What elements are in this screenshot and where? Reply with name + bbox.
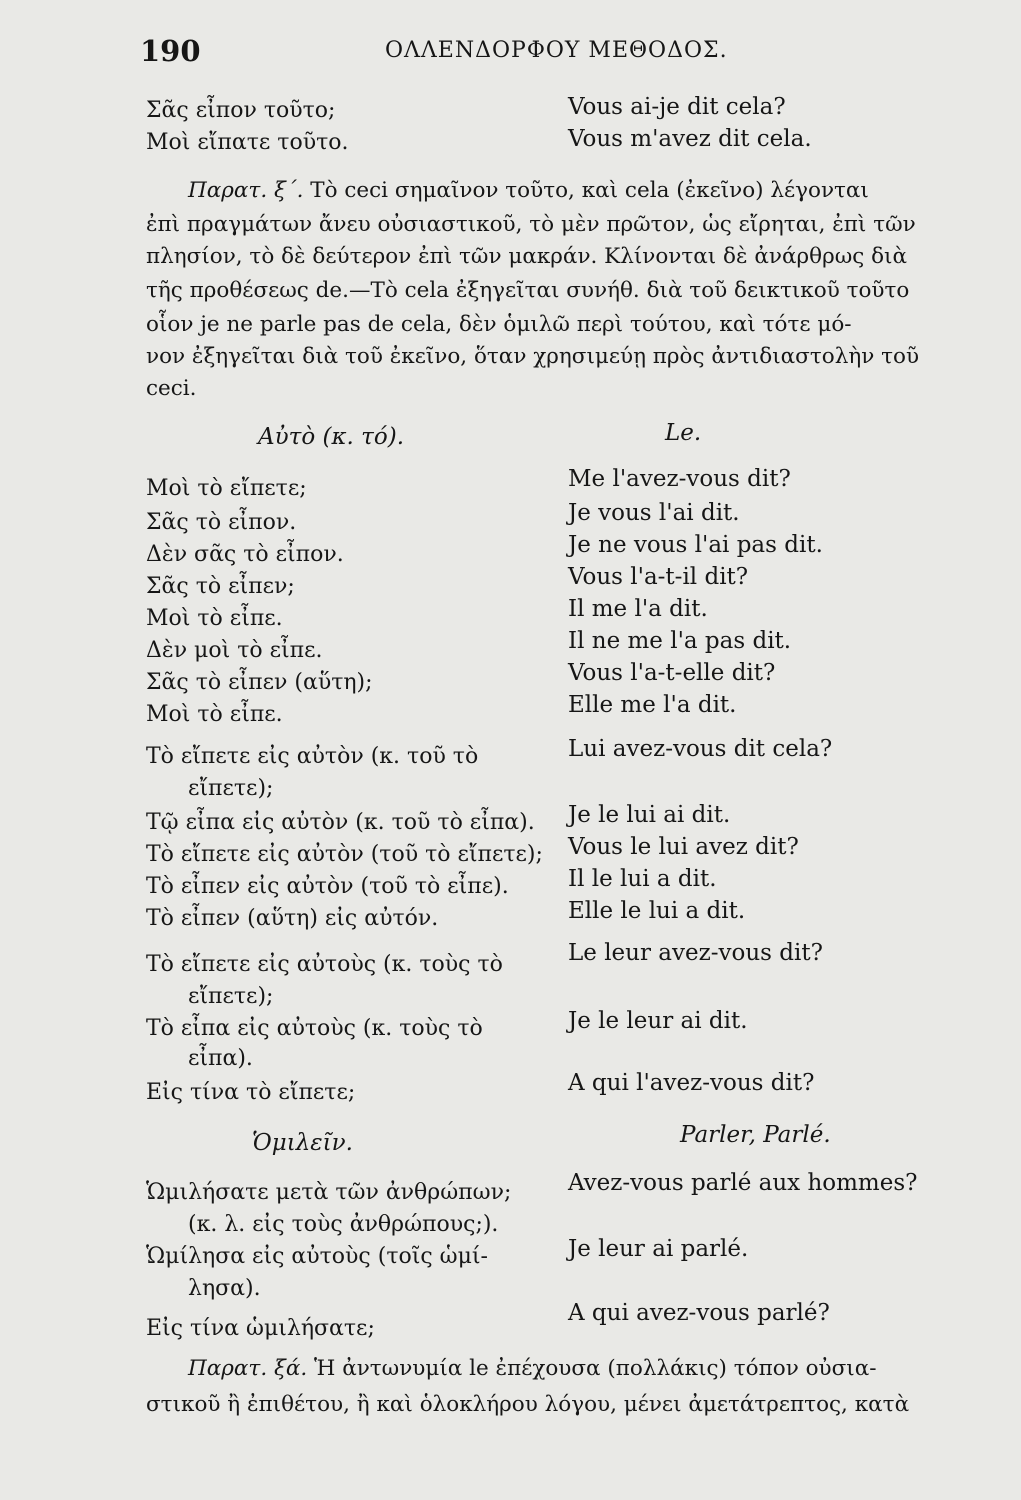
note-paragraph-line: Παρατ. ξά. Ἡ ἀντωνυμία le ἐπέχουσα (πολλάκις) τόπον οὐσια- (188, 1356, 877, 1381)
greek-sentence: Ὡμίλησα εἰς αὐτοὺς (τοῖς ὡμί- (146, 1244, 488, 1269)
section-heading-greek: Ὁμιλεῖν. (252, 1130, 353, 1156)
greek-sentence: Μοὶ τὸ εἴπετε; (146, 476, 307, 501)
greek-sentence-continuation: λησα). (188, 1276, 261, 1301)
greek-sentence: Μοὶ τὸ εἶπε. (146, 702, 283, 727)
note-label: Παρατ. ξά. (188, 1356, 308, 1381)
french-sentence: Je leur ai parlé. (568, 1236, 749, 1262)
note-paragraph-line: ceci. (146, 376, 197, 401)
french-sentence: Je ne vous l'ai pas dit. (568, 532, 823, 558)
greek-sentence: Ὡμιλήσατε μετὰ τῶν ἀνθρώπων; (146, 1180, 512, 1205)
french-sentence: A qui l'avez-vous dit? (568, 1070, 815, 1096)
note-paragraph-line: Παρατ. ξ΄. Τὸ ceci σημαῖνον τοῦτο, καὶ cela (ἐκεῖνο) λέγονται (188, 178, 869, 203)
greek-sentence-continuation: εἴπετε); (188, 984, 274, 1009)
note-paragraph-line: νον ἐξηγεῖται διὰ τοῦ ἐκεῖνο, ὅταν χρησιμεύῃ πρὸς ἀντιδιαστολὴν τοῦ (146, 344, 920, 369)
french-sentence: Me l'avez-vous dit? (568, 466, 791, 492)
section-heading-french: Parler, Parlé. (680, 1122, 831, 1148)
greek-sentence: Τὸ εἶπεν (αὕτη) εἰς αὐτόν. (146, 906, 439, 931)
running-title: ΟΛΛΕΝΔΟΡΦΟΥ ΜΕΘΟΔΟΣ. (385, 38, 728, 63)
greek-sentence: Δὲν μοὶ τὸ εἶπε. (146, 638, 323, 663)
greek-sentence: Μοὶ εἴπατε τοῦτο. (146, 130, 349, 155)
french-sentence: Il ne me l'a pas dit. (568, 628, 792, 654)
note-paragraph-line: πλησίον, τὸ δὲ δεύτερον ἐπὶ τῶν μακράν. Κλίνονται δὲ ἀνάρθρως διὰ (146, 244, 908, 269)
french-sentence: Avez-vous parlé aux hommes? (568, 1170, 918, 1196)
french-sentence: Vous le lui avez dit? (568, 834, 799, 860)
greek-sentence: Τὸ εἴπετε εἰς αὐτὸν (κ. τοῦ τὸ (146, 744, 479, 769)
greek-sentence: Εἰς τίνα ὡμιλήσατε; (146, 1316, 375, 1341)
greek-sentence: Σᾶς τὸ εἶπεν; (146, 574, 295, 599)
greek-sentence: Τὸ εἶπα εἰς αὐτοὺς (κ. τοὺς τὸ (146, 1016, 483, 1041)
french-sentence: Il me l'a dit. (568, 596, 708, 622)
greek-sentence: Εἰς τίνα τὸ εἴπετε; (146, 1080, 356, 1105)
greek-sentence: Τὸ εἴπετε εἰς αὐτὸν (τοῦ τὸ εἴπετε); (146, 842, 543, 867)
french-sentence: Vous ai-je dit cela? (568, 94, 786, 120)
greek-sentence: Σᾶς τὸ εἶπον. (146, 510, 297, 535)
greek-sentence: Τῷ εἶπα εἰς αὐτὸν (κ. τοῦ τὸ εἶπα). (146, 810, 535, 835)
section-heading-french: Le. (665, 420, 702, 446)
french-sentence: Vous l'a-t-elle dit? (568, 660, 776, 686)
french-sentence: A qui avez-vous parlé? (568, 1300, 830, 1326)
french-sentence: Vous l'a-t-il dit? (568, 564, 749, 590)
french-sentence: Il le lui a dit. (568, 866, 717, 892)
french-sentence: Lui avez-vous dit cela? (568, 736, 833, 762)
greek-sentence: Σᾶς τὸ εἶπεν (αὕτη); (146, 670, 373, 695)
note-paragraph-line: στικοῦ ἢ ἐπιθέτου, ἢ καὶ ὁλοκλήρου λόγου, μένει ἀμετάτρεπτος, κατὰ (146, 1392, 910, 1417)
greek-sentence: Σᾶς εἶπον τοῦτο; (146, 98, 336, 123)
page-header (140, 34, 1000, 74)
french-sentence: Vous m'avez dit cela. (568, 126, 812, 152)
french-sentence: Je vous l'ai dit. (568, 500, 740, 526)
greek-sentence-continuation: εἴπετε); (188, 776, 274, 801)
french-sentence: Je le lui ai dit. (568, 802, 731, 828)
greek-sentence-continuation: εἶπα). (188, 1046, 253, 1071)
greek-sentence: Τὸ εἶπεν εἰς αὐτὸν (τοῦ τὸ εἶπε). (146, 874, 509, 899)
greek-sentence: Τὸ εἴπετε εἰς αὐτοὺς (κ. τοὺς τὸ (146, 952, 503, 977)
french-sentence: Elle le lui a dit. (568, 898, 746, 924)
french-sentence: Je le leur ai dit. (568, 1008, 748, 1034)
greek-sentence: Μοὶ τὸ εἶπε. (146, 606, 283, 631)
note-paragraph-line: ἐπὶ πραγμάτων ἄνευ οὐσιαστικοῦ, τὸ μὲν πρῶτον, ὡς εἴρηται, ἐπὶ τῶν (146, 212, 916, 237)
note-paragraph-line: τῆς προθέσεως de.—Τὸ cela ἐξηγεῖται συνήθ. διὰ τοῦ δεικτικοῦ τοῦτο (146, 278, 910, 303)
page-number: 190 (140, 34, 201, 68)
french-sentence: Elle me l'a dit. (568, 692, 737, 718)
greek-sentence-continuation: (κ. λ. εἰς τοὺς ἀνθρώπους;). (188, 1212, 499, 1237)
note-paragraph-line: οἷον je ne parle pas de cela, δὲν ὁμιλῶ περὶ τούτου, καὶ τότε μό- (146, 312, 852, 337)
section-heading-greek: Αὐτὸ (κ. τό). (258, 424, 405, 450)
french-sentence: Le leur avez-vous dit? (568, 940, 823, 966)
note-label: Παρατ. ξ΄. (188, 178, 304, 203)
greek-sentence: Δὲν σᾶς τὸ εἶπον. (146, 542, 344, 567)
